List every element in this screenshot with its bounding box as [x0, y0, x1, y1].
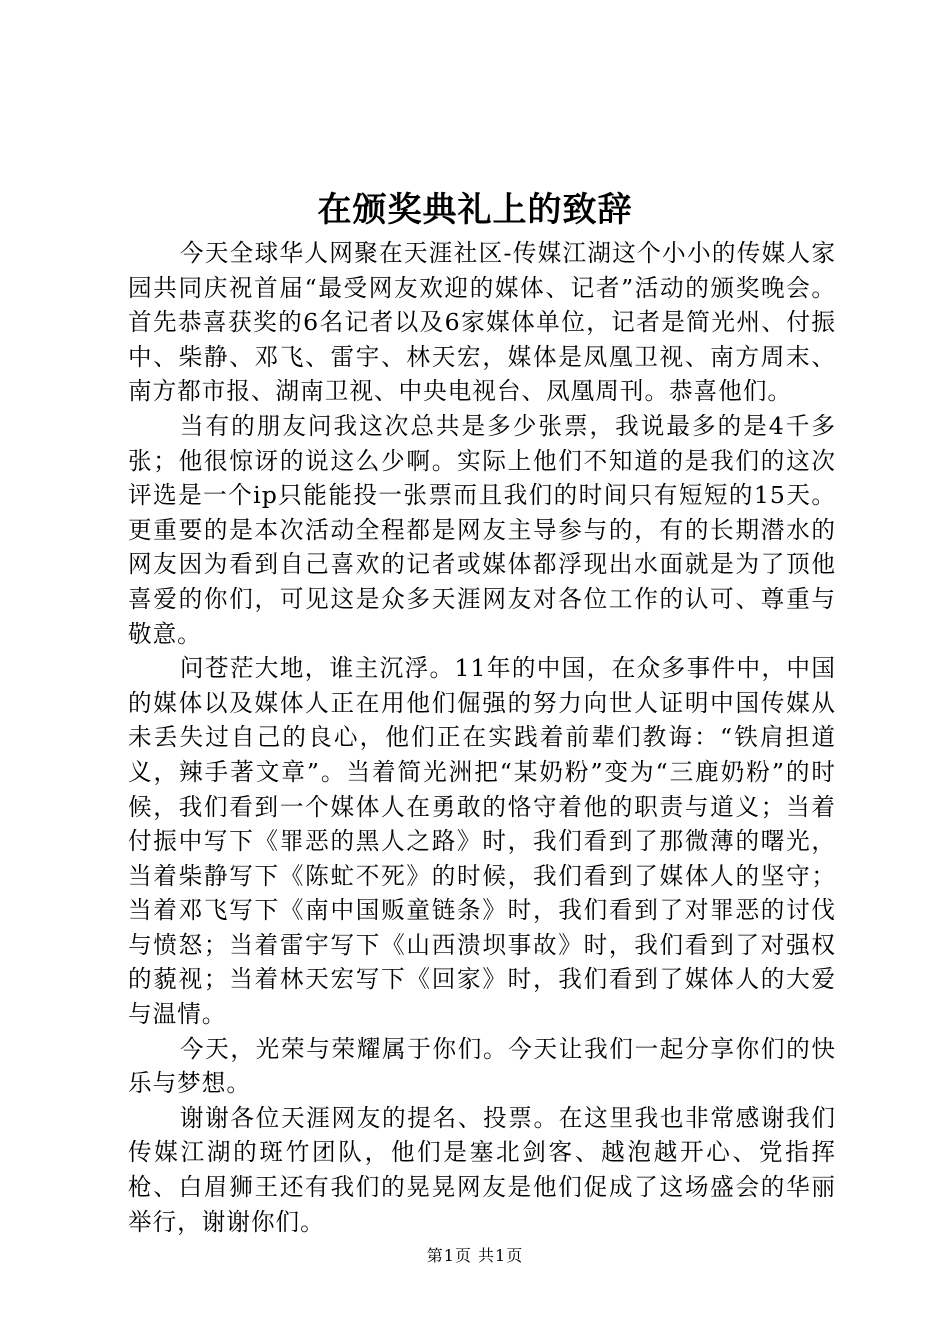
page-footer: 第1页 共1页 — [426, 1246, 524, 1265]
paragraph-3: 问苍茫大地，谁主沉浮。11年的中国，在众多事件中，中国的媒体以及媒体人正在用他们倔强的努力向世人证明中国传媒从未丢失过自己的良心，他们正在实践着前辈们教诲：“铁肩担道义，辣手著文章”。当着简光洲把“某奶粉”变为“三鹿奶粉”的时候，我们看到一个媒体人在勇敢的恪守着他的职责与道义；当着付振中写下《罪恶的黑人之路》时，我们看到了那微薄的曙光，当着柴静写下《陈虻不死》的时候，我们看到了媒体人的坚守；当着邓飞写下《南中国贩童链条》时，我们看到了对罪恶的讨伐与愤怒；当着雷宇写下《山西溃坝事故》时，我们看到了对强权的藐视；当着林天宏写下《回家》时，我们看到了媒体人的大爱与温情。 — [128, 654, 836, 1029]
document-title: 在颁奖典礼上的致辞 — [317, 190, 633, 230]
paragraph-1: 今天全球华人网聚在天涯社区-传媒江湖这个小小的传媒人家园共同庆祝首届“最受网友欢迎的媒体、记者”活动的颁奖晚会。首先恭喜获奖的6名记者以及6家媒体单位，记者是简光州、付振中、柴静、邓飞、雷宇、林天宏，媒体是凤凰卫视、南方周末、南方都市报、湖南卫视、中央电视台、凤凰周刊。恭喜他们。 — [128, 239, 836, 406]
paragraph-2: 当有的朋友问我这次总共是多少张票，我说最多的是4千多张；他很惊讶的说这么少啊。实际上他们不知道的是我们的这次评选是一个ip只能能投一张票而且我们的时间只有短短的15天。更重要的是本次活动全程都是网友主导参与的，有的长期潜水的网友因为看到自己喜欢的记者或媒体都浮现出水面就是为了顶他喜爱的你们，可见这是众多天涯网友对各位工作的认可、尊重与敬意。 — [128, 411, 836, 648]
paragraph-5: 谢谢各位天涯网友的提名、投票。在这里我也非常感谢我们传媒江湖的斑竹团队，他们是塞北剑客、越泡越开心、党指挥枪、白眉狮王还有我们的晃晃网友是他们促成了这场盛会的华丽举行，谢谢你们。 — [128, 1103, 836, 1236]
document-body — [128, 236, 836, 1239]
paragraph-4: 今天，光荣与荣耀属于你们。今天让我们一起分享你们的快乐与梦想。 — [128, 1034, 836, 1098]
